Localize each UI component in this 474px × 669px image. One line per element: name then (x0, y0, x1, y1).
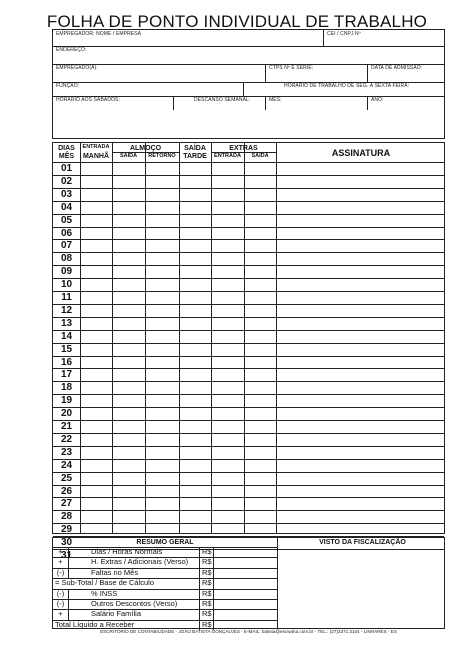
day-row[interactable] (53, 214, 444, 227)
day-number: 24 (60, 459, 73, 471)
row-line (53, 317, 444, 318)
saturday-schedule-field[interactable]: HORÁRIO AOS SÁBADOS: (56, 97, 120, 103)
day-row[interactable] (53, 446, 444, 459)
day-row[interactable] (53, 523, 444, 536)
summary-value-divider (213, 589, 214, 599)
day-row[interactable] (53, 278, 444, 291)
day-number: 04 (60, 201, 73, 213)
row-line (53, 201, 444, 202)
header-almoco: ALMOÇO (129, 145, 162, 152)
header-manha: MANHÃ (82, 153, 110, 160)
day-number: 16 (60, 356, 73, 368)
summary-value-field[interactable]: R$ (199, 568, 277, 578)
row-line (53, 485, 444, 486)
summary-value-field[interactable]: R$ (199, 547, 277, 557)
month-field[interactable]: MÊS: (265, 96, 367, 110)
day-row[interactable] (53, 343, 444, 356)
year-field[interactable]: ANO: (367, 96, 446, 110)
day-row[interactable] (53, 497, 444, 510)
day-number: 27 (60, 498, 73, 510)
summary-sign: + (53, 557, 69, 567)
row-line (53, 227, 444, 228)
day-row[interactable] (53, 188, 444, 201)
day-number: 07 (60, 240, 73, 252)
header-saida: SAÍDA (184, 145, 206, 152)
day-number: 26 (60, 485, 73, 497)
day-row[interactable] (53, 175, 444, 188)
summary-value-field[interactable]: R$ (199, 609, 277, 619)
header-entrada: ENTRADA (82, 144, 110, 150)
summary-label: % INSS (91, 588, 118, 598)
day-number: 17 (60, 369, 73, 381)
row-line (53, 356, 444, 357)
day-number: 13 (60, 317, 73, 329)
summary-label: Faltas no Mês (91, 567, 139, 577)
day-number: 10 (60, 279, 73, 291)
row-line (53, 523, 444, 524)
day-number: 02 (60, 175, 73, 187)
summary-label: H. Extras / Adicionais (Verso) (91, 557, 189, 567)
summary-value-divider (213, 609, 214, 619)
day-number: 22 (60, 433, 73, 445)
row-line (53, 252, 444, 253)
day-row[interactable] (53, 394, 444, 407)
summary-sign: (-) (53, 599, 69, 609)
day-row[interactable] (53, 485, 444, 498)
summary-title: RESUMO GERAL (53, 538, 277, 548)
cei-field[interactable]: CEI / CNPJ Nº (323, 30, 446, 46)
row-line (53, 175, 444, 176)
header-almoco-retorno: RETORNO (148, 153, 176, 159)
row-line (53, 433, 444, 434)
row-line (53, 472, 444, 473)
row-line (53, 368, 444, 369)
summary-value-field[interactable]: R$ (199, 620, 277, 630)
row-line (53, 343, 444, 344)
row-line (53, 188, 444, 189)
day-row[interactable] (53, 407, 444, 420)
page-title: FOLHA DE PONTO INDIVIDUAL DE TRABALHO (46, 12, 428, 31)
header-mes: MÊS (58, 153, 75, 160)
row-line (53, 214, 444, 215)
row-line (53, 304, 444, 305)
row-line (53, 407, 444, 408)
employee-field[interactable]: EMPREGADO(A): (56, 65, 98, 71)
row-line (53, 278, 444, 279)
day-row[interactable] (53, 162, 444, 175)
summary-label: Salário Família (91, 609, 142, 619)
row-line (53, 394, 444, 395)
header-dias: DIAS (58, 145, 75, 152)
day-number: 23 (60, 446, 73, 458)
day-row[interactable] (53, 291, 444, 304)
row-line (53, 510, 444, 511)
day-number: 29 (60, 524, 73, 536)
day-row[interactable] (53, 356, 444, 369)
day-row[interactable] (53, 459, 444, 472)
day-row[interactable] (53, 381, 444, 394)
day-number: 08 (60, 253, 73, 265)
employee-header-block (52, 29, 445, 139)
summary-value-field[interactable]: R$ (199, 578, 277, 588)
row-line (53, 291, 444, 292)
function-field[interactable]: FUNÇÃO: (56, 83, 80, 89)
row-line (53, 446, 444, 447)
day-number: 06 (60, 227, 73, 239)
summary-value-field[interactable]: R$ (199, 589, 277, 599)
day-number: 05 (60, 214, 73, 226)
row-line (53, 381, 444, 382)
header-row-saturday (53, 96, 444, 110)
summary-value-divider (213, 578, 214, 588)
row-line (53, 239, 444, 240)
summary-value-divider (213, 568, 214, 578)
summary-value-divider (213, 557, 214, 567)
inspection-title: VISTO DA FISCALIZAÇÃO (319, 539, 406, 546)
day-number: 03 (60, 188, 73, 200)
address-field[interactable]: ENDEREÇO: (56, 47, 87, 53)
header-assinatura: ASSINATURA (331, 148, 391, 158)
employer-field[interactable]: EMPREGADOR: NOME / EMPRESA (56, 31, 142, 37)
header-almoco-saida: SAÍDA (119, 153, 138, 159)
row-line (53, 459, 444, 460)
header-row-function (53, 82, 444, 97)
day-row[interactable] (53, 265, 444, 278)
row-line (53, 265, 444, 266)
summary-sign: + (53, 547, 69, 557)
admission-date-field[interactable]: DATA DE ADMISSÃO: (367, 64, 446, 82)
summary-value-field[interactable]: R$ (199, 599, 277, 609)
day-number: 20 (60, 408, 73, 420)
day-row[interactable] (53, 368, 444, 381)
day-row[interactable] (53, 239, 444, 252)
row-line (53, 330, 444, 331)
day-number: 18 (60, 382, 73, 394)
day-number: 01 (60, 163, 73, 174)
weekday-schedule-field[interactable]: HORÁRIO DE TRABALHO DE SEG. À SEXTA FEIRA: (243, 82, 446, 96)
summary-block (52, 537, 445, 629)
summary-label: Outros Descontos (Verso) (91, 599, 178, 608)
summary-value-field[interactable]: R$ (199, 557, 277, 567)
day-row[interactable] (53, 201, 444, 214)
summary-label: Dias / Horas Normais (91, 547, 163, 556)
day-number: 31 (60, 550, 73, 561)
summary-value-divider (213, 599, 214, 609)
day-number: 21 (60, 421, 73, 432)
day-row[interactable] (53, 304, 444, 317)
day-number: 28 (60, 511, 73, 523)
summary-label: = Sub-Total / Base de Cálculo (55, 578, 155, 588)
day-row[interactable] (53, 472, 444, 485)
day-number: 15 (60, 343, 73, 355)
summary-label: Total Líquido a Receber (55, 619, 135, 629)
day-row[interactable] (53, 433, 444, 446)
row-line (53, 497, 444, 498)
weekly-rest-field[interactable]: DESCANSO SEMANAL: (173, 96, 265, 110)
header-extras: EXTRAS (229, 145, 258, 152)
day-number: 19 (60, 395, 73, 407)
day-row[interactable] (53, 420, 444, 433)
header-row-employee (53, 64, 444, 83)
summary-value-divider (213, 547, 214, 557)
summary-sign: (-) (53, 568, 69, 578)
inspection-box[interactable] (277, 538, 447, 628)
header-tarde: TARDE (183, 153, 207, 160)
day-row[interactable] (53, 227, 444, 240)
day-row[interactable] (53, 510, 444, 523)
day-number: 11 (61, 292, 72, 303)
header-row-employer (53, 30, 444, 47)
row-line (53, 420, 444, 421)
day-number: 09 (60, 266, 73, 278)
header-extras-entrada: ENTRADA (214, 153, 241, 159)
day-row[interactable] (53, 317, 444, 330)
day-row[interactable] (53, 330, 444, 343)
day-number: 14 (60, 330, 73, 342)
summary-sign: (-) (53, 589, 69, 599)
footer-text: ESCRITÓRIO DE CONTABILIDADE - JOÃO BATISTA GONÇALVES - E-MAIL: batista@escwaha.com.br - TEL.: (27)3371.3104 - LINHARES - ES (100, 629, 397, 634)
day-number: 12 (60, 304, 73, 316)
day-number: 25 (60, 472, 73, 484)
day-row[interactable] (53, 252, 444, 265)
header-extras-saida: SAÍDA (251, 153, 269, 159)
day-number: 30 (60, 537, 73, 549)
summary-sign: + (53, 609, 69, 619)
ctps-field[interactable]: CTPS Nº E SÉRIE: (265, 64, 367, 82)
header-row-address (53, 46, 444, 65)
